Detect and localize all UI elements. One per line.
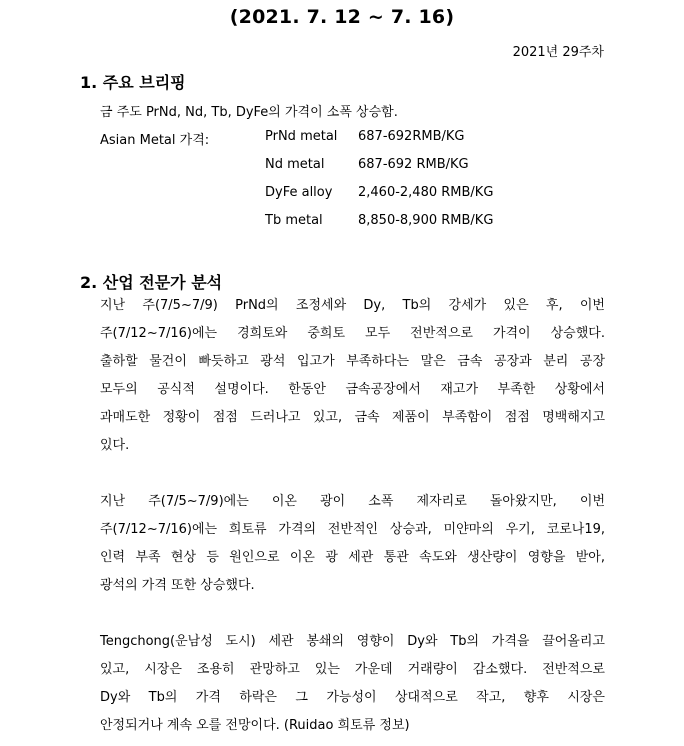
metal-name: Nd metal <box>265 157 325 172</box>
analysis-paragraph-2 <box>100 488 605 600</box>
paragraph-line: 과매도한 정황이 점점 드러나고 있고, 금속 제품이 부족함이 점점 명백해지고 <box>100 410 605 425</box>
paragraph-line: 지난 주(7/5~7/9) PrNd의 조정세와 Dy, Tb의 강세가 있은 후, 이번 <box>100 298 605 313</box>
metal-name: Tb metal <box>265 213 323 228</box>
report-title: (2021. 7. 12 ~ 7. 16) <box>229 6 455 28</box>
paragraph-line: Dy와 Tb의 가격 하락은 그 가능성이 상대적으로 작고, 향후 시장은 <box>100 690 605 705</box>
paragraph-line: Tengchong(운남성 도시) 세관 봉쇄의 영향이 Dy와 Tb의 가격을 끌어올리고 <box>100 634 605 649</box>
metal-price: 687-692RMB/KG <box>358 129 465 144</box>
metal-name: PrNd metal <box>265 129 338 144</box>
paragraph-line: 모두의 공식적 설명이다. 한동안 금속공장에서 재고가 부족한 상황에서 <box>100 382 605 397</box>
metal-price: 687-692 RMB/KG <box>358 157 469 172</box>
briefing-text: 금 주도 PrNd, Nd, Tb, DyFe의 가격이 소폭 상승함. <box>100 105 398 120</box>
metal-price: 2,460-2,480 RMB/KG <box>358 185 494 200</box>
paragraph-line: 지난 주(7/5~7/9)에는 이온 광이 소폭 제자리로 돌아왔지만, 이번 <box>100 494 605 509</box>
metal-price: 8,850-8,900 RMB/KG <box>358 213 494 228</box>
section-heading-analysis: 2. 산업 전문가 분석 <box>80 273 223 292</box>
paragraph-line: 인력 부족 현상 등 원인으로 이온 광 세관 통관 속도와 생산량이 영향을 받아, <box>100 550 605 565</box>
analysis-paragraph-3 <box>100 628 605 740</box>
paragraph-line: 있다. <box>100 438 130 453</box>
paragraph-line: 광석의 가격 또한 상승했다. <box>100 578 255 593</box>
paragraph-line: 주(7/12~7/16)에는 경희토와 중희토 모두 전반적으로 가격이 상승했다. <box>100 326 605 341</box>
paragraph-line: 출하할 물건이 빠듯하고 광석 입고가 부족하다는 말은 금속 공장과 분리 공장 <box>100 354 605 369</box>
price-source-label: Asian Metal 가격: <box>100 133 210 148</box>
metal-name: DyFe alloy <box>265 185 333 200</box>
paragraph-line: 안정되거나 계속 오를 전망이다. (Ruidao 희토류 정보) <box>100 718 410 733</box>
paragraph-line: 있고, 시장은 조용히 관망하고 있는 가운데 거래량이 감소했다. 전반적으로 <box>100 662 605 677</box>
week-label: 2021년 29주차 <box>512 45 604 60</box>
paragraph-line: 주(7/12~7/16)에는 희토류 가격의 전반적인 상승과, 미얀마의 우기, 코로나19, <box>100 522 605 537</box>
analysis-paragraph-1 <box>100 292 605 460</box>
section-heading-briefing: 1. 주요 브리핑 <box>80 73 186 92</box>
